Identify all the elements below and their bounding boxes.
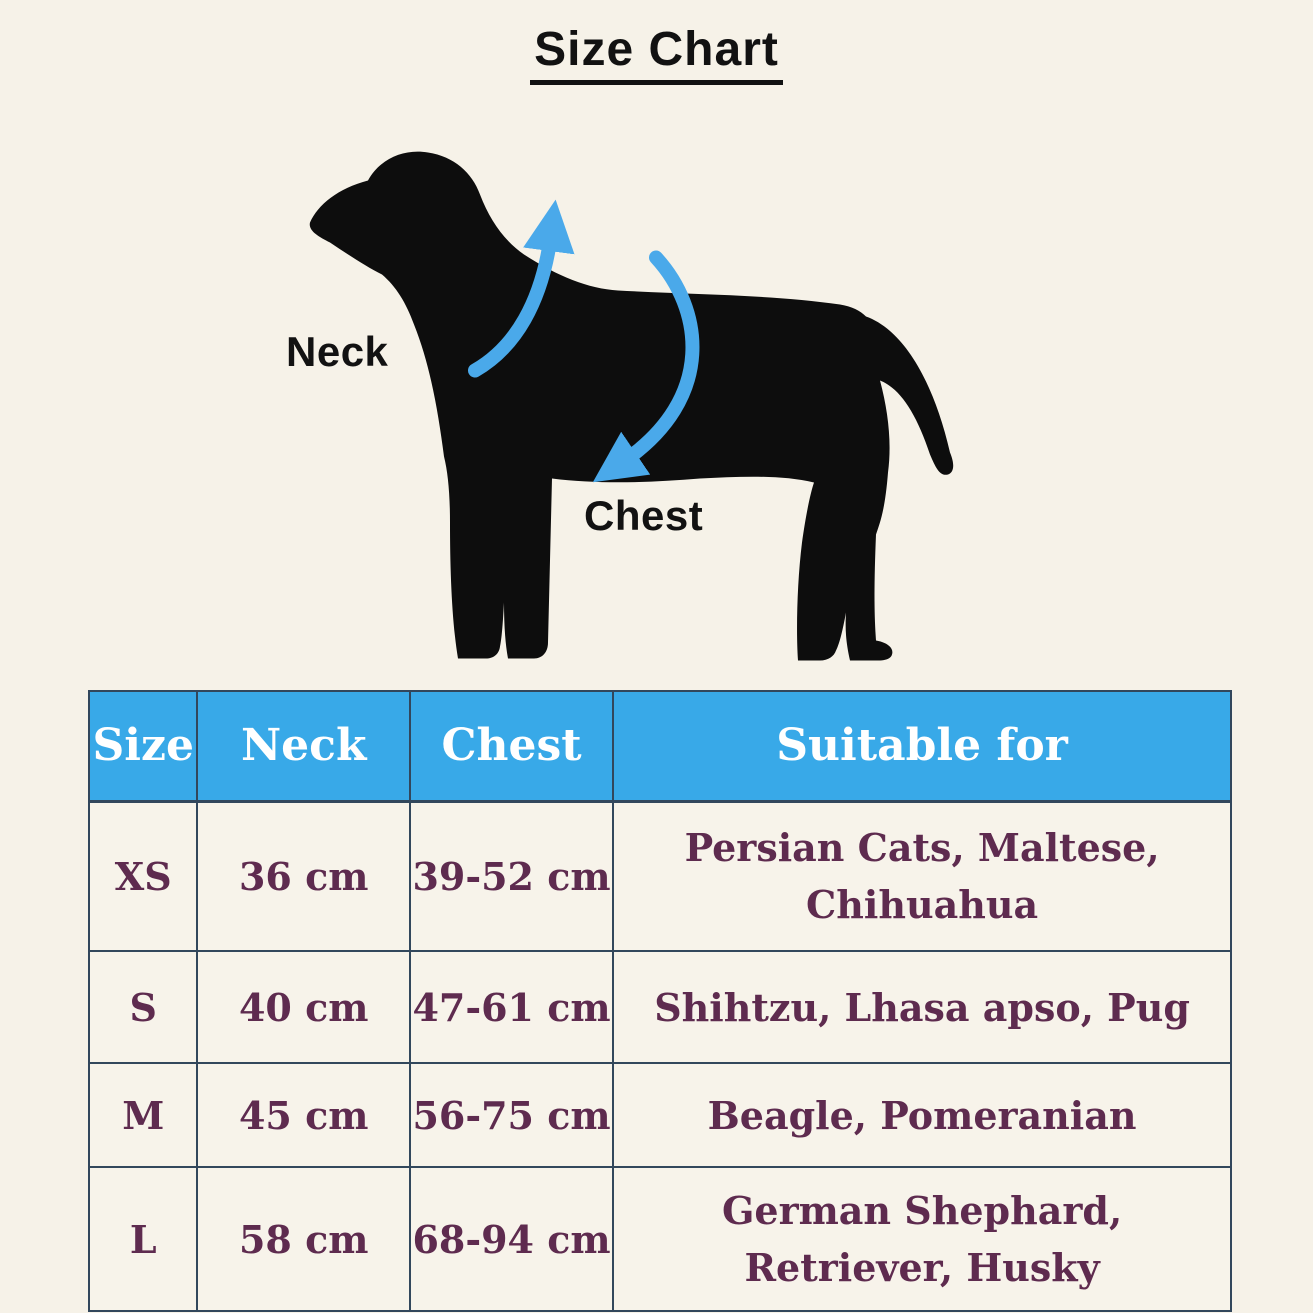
column-header-chest: Chest (410, 691, 613, 801)
size-chart-table (88, 690, 1232, 1312)
cell-suitable-for: German Shephard, Retriever, Husky (613, 1167, 1231, 1311)
neck-label: Neck (286, 328, 389, 375)
cell-suitable-for: Persian Cats, Maltese, Chihuahua (613, 801, 1231, 951)
cell-chest: 47-61 cm (410, 951, 613, 1063)
cell-neck: 45 cm (197, 1063, 409, 1167)
table-row-s (89, 951, 1231, 1063)
page-title: Size Chart (530, 22, 783, 85)
table-row-l (89, 1167, 1231, 1311)
cell-chest: 68-94 cm (410, 1167, 613, 1311)
table-header-row (89, 691, 1231, 801)
cell-neck: 36 cm (197, 801, 409, 951)
table-row-xs (89, 801, 1231, 951)
dog-measurement-diagram (300, 140, 960, 665)
dog-silhouette (310, 152, 953, 661)
column-header-size: Size (89, 691, 197, 801)
cell-chest: 56-75 cm (410, 1063, 613, 1167)
cell-size: L (89, 1167, 197, 1311)
cell-size: XS (89, 801, 197, 951)
column-header-neck: Neck (197, 691, 409, 801)
table-row-m (89, 1063, 1231, 1167)
cell-neck: 58 cm (197, 1167, 409, 1311)
column-header-suitable-for: Suitable for (613, 691, 1231, 801)
cell-size: S (89, 951, 197, 1063)
chest-label: Chest (584, 492, 704, 539)
cell-chest: 39-52 cm (410, 801, 613, 951)
page-title-wrap (0, 22, 1313, 85)
cell-suitable-for: Shihtzu, Lhasa apso, Pug (613, 951, 1231, 1063)
cell-size: M (89, 1063, 197, 1167)
cell-suitable-for: Beagle, Pomeranian (613, 1063, 1231, 1167)
cell-neck: 40 cm (197, 951, 409, 1063)
